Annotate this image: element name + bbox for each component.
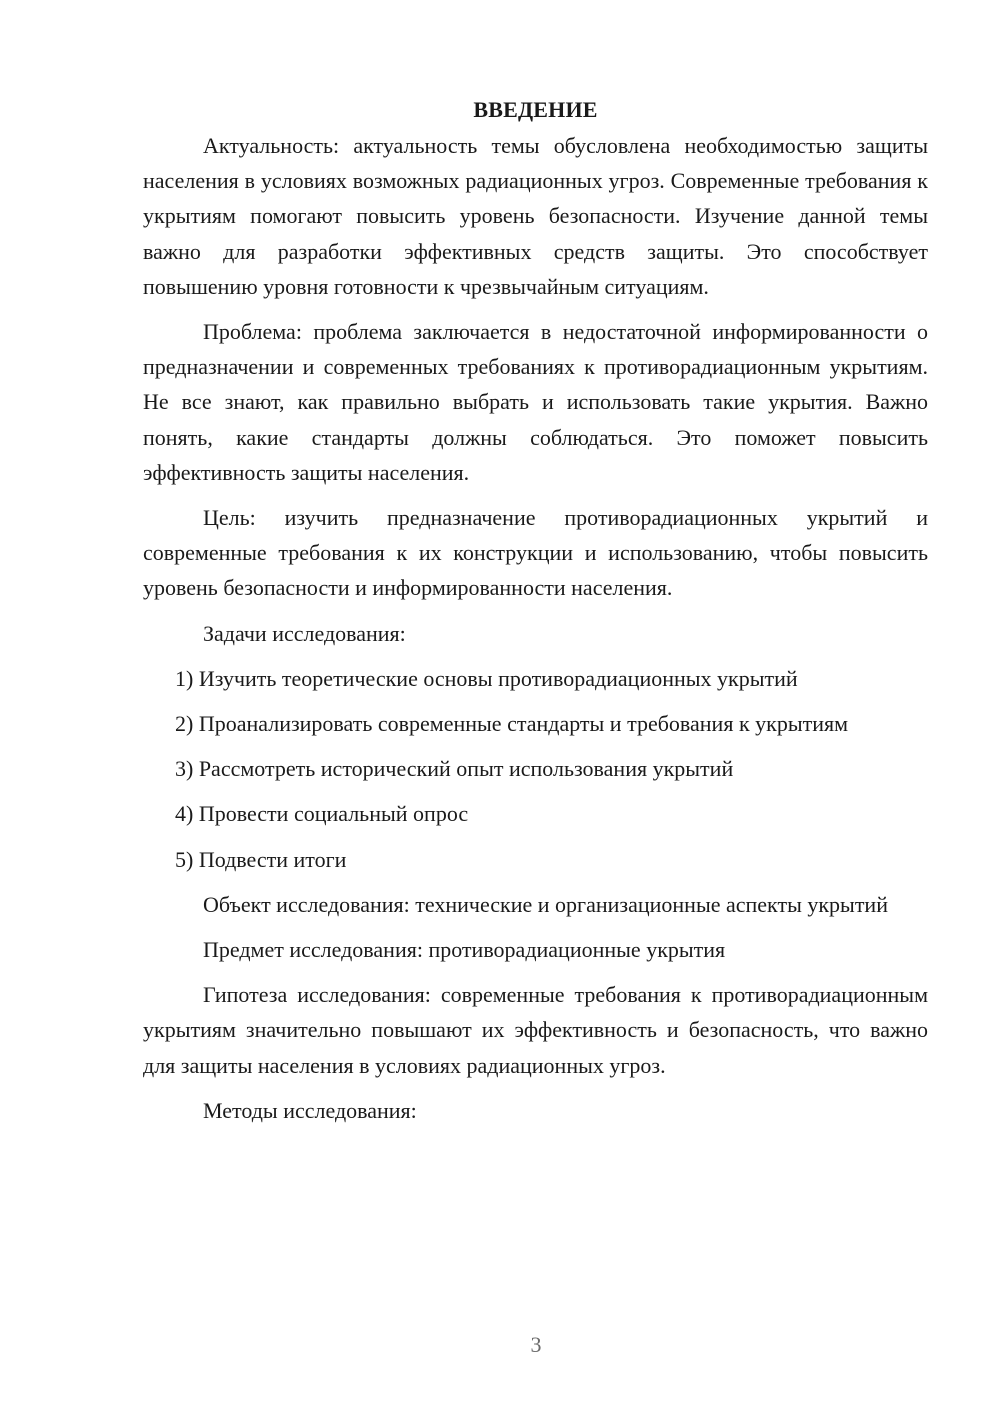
list-item-task-3: 3) Рассмотреть исторический опыт использования укрытий <box>175 756 734 782</box>
paragraph-tasks-heading: Задачи исследования: <box>203 620 406 646</box>
document-page <box>143 92 928 1138</box>
paragraph-relevance: Актуальность: актуальность темы обусловлена необходимостью защиты населения в условиях возможных радиационных угроз. Современные требования к укрытиям помогают повысить уровень безопасности. Изучение данной темы важно для разработки эффективных средств защиты. Это способствует повышению уровня готовности к чрезвычайным ситуациям. <box>143 133 928 299</box>
list-item-task-5: 5) Подвести итоги <box>175 846 347 872</box>
list-item-task-4: 4) Провести социальный опрос <box>175 801 469 827</box>
page-title: ВВЕДЕНИЕ <box>473 97 598 122</box>
paragraph-hypothesis: Гипотеза исследования: современные требования к противорадиационным укрытиям значительно повышают их эффективность и безопасность, что важно для защиты населения в условиях радиационных угроз. <box>143 982 928 1078</box>
paragraph-object: Объект исследования: технические и организационные аспекты укрытий <box>203 891 888 917</box>
page-number: 3 <box>530 1332 542 1357</box>
paragraph-methods: Методы исследования: <box>203 1097 417 1123</box>
list-item-task-2: 2) Проанализировать современные стандарты и требования к укрытиям <box>175 711 849 737</box>
list-item-task-1: 1) Изучить теоретические основы противорадиационных укрытий <box>175 665 798 691</box>
paragraph-problem: Проблема: проблема заключается в недостаточной информированности о предназначении и современных требованиях к противорадиационным укрытиям. Не все знают, как правильно выбрать и использовать такие укрытия. Важно понять, какие стандарты должны соблюдаться. Это поможет повысить эффективность защиты населения. <box>143 319 928 485</box>
paragraph-goal: Цель: изучить предназначение противорадиационных укрытий и современные требования к их конструкции и использованию, чтобы повысить уровень безопасности и информированности населения. <box>143 505 928 601</box>
paragraph-subject: Предмет исследования: противорадиационные укрытия <box>203 937 726 963</box>
